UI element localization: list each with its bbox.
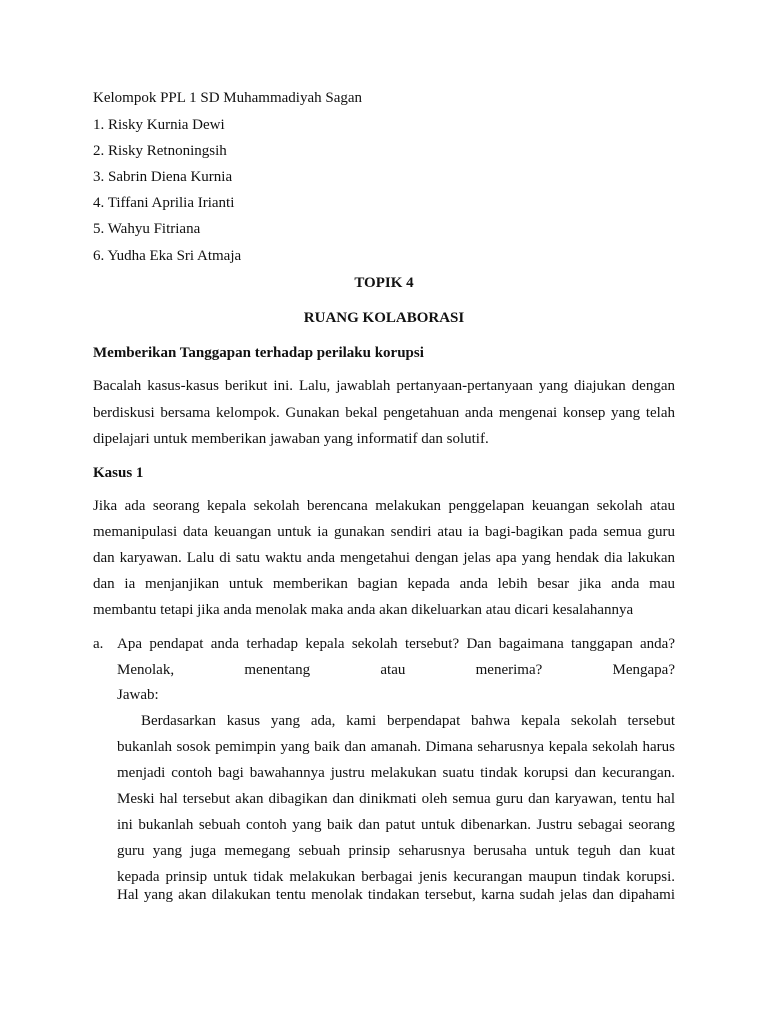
section-heading: Memberikan Tanggapan terhadap perilaku korupsi (93, 345, 424, 361)
answer-line: bukanlah sosok pemimpin yang baik dan amanah. Dimana seharusnya kepala sekolah harus (117, 739, 675, 755)
answer-line: guru yang juga memegang sebuah prinsip seharusnya berusaha untuk teguh dan kuat (117, 843, 675, 859)
intro-line: Bacalah kasus-kasus berikut ini. Lalu, jawablah pertanyaan-pertanyaan yang diajukan dengan (93, 378, 675, 394)
answer-line: menjadi contoh bagi bawahannya justru melakukan suatu tindak korupsi dan kecurangan. (117, 765, 675, 781)
member-item: 6. Yudha Eka Sri Atmaja (93, 248, 242, 264)
case-line: dan karyawan. Lalu di satu waktu anda mengetahui dengan jelas apa yang hendak dia lakukan (93, 550, 675, 566)
topic-title: TOPIK 4 (354, 275, 414, 291)
member-item: 4. Tiffani Aprilia Irianti (93, 195, 235, 211)
member-item: 2. Risky Retnoningsih (93, 143, 227, 159)
case-line: membantu tetapi jika anda menolak maka anda akan dikeluarkan atau dicari kesalahannya (93, 602, 634, 618)
room-title: RUANG KOLABORASI (303, 310, 465, 326)
member-item: 1. Risky Kurnia Dewi (93, 117, 225, 133)
answer-line: Berdasarkan kasus yang ada, kami berpendapat bahwa kepala sekolah tersebut (141, 713, 675, 729)
group-title: Kelompok PPL 1 SD Muhammadiyah Sagan (93, 90, 363, 106)
intro-line: dipelajari untuk memberikan jawaban yang informatif dan solutif. (93, 431, 489, 447)
intro-line: berdiskusi bersama kelompok. Gunakan bekal pengetahuan anda mengenai konsep yang telah (93, 405, 675, 421)
member-item: 3. Sabrin Diena Kurnia (93, 169, 233, 185)
case-line: dan ia menjanjikan untuk memberikan bagian kepada anda lebih besar jika anda mau (93, 576, 675, 592)
answer-line: kepada prinsip untuk tidak melakukan berbagai jenis kecurangan maupun tindak korupsi. (117, 869, 675, 885)
question-line: Apa pendapat anda terhadap kepala sekolah tersebut? Dan bagaimana tanggapan anda? (117, 636, 675, 652)
question-line: Menolak, menentang atau menerima? Mengapa? (117, 662, 675, 678)
case-line: memanipulasi data keuangan untuk ia gunakan sendiri atau ia bagi-bagikan pada semua guru (93, 524, 675, 540)
answer-line: ini bukanlah sebuah contoh yang baik dan patut untuk dibenarkan. Justru sebagai seorang (117, 817, 675, 833)
answer-label: Jawab: (117, 687, 159, 703)
case-heading: Kasus 1 (93, 465, 144, 481)
answer-line: Hal yang akan dilakukan tentu menolak tindakan tersebut, karna sudah jelas dan dipahami (117, 887, 675, 903)
case-line: Jika ada seorang kepala sekolah berencana melakukan penggelapan keuangan sekolah atau (93, 498, 675, 514)
question-marker: a. (93, 636, 104, 652)
member-item: 5. Wahyu Fitriana (93, 221, 201, 237)
answer-line: Meski hal tersebut akan dibagikan dan dinikmati oleh semua guru dan karyawan, tentu hal (117, 791, 675, 807)
